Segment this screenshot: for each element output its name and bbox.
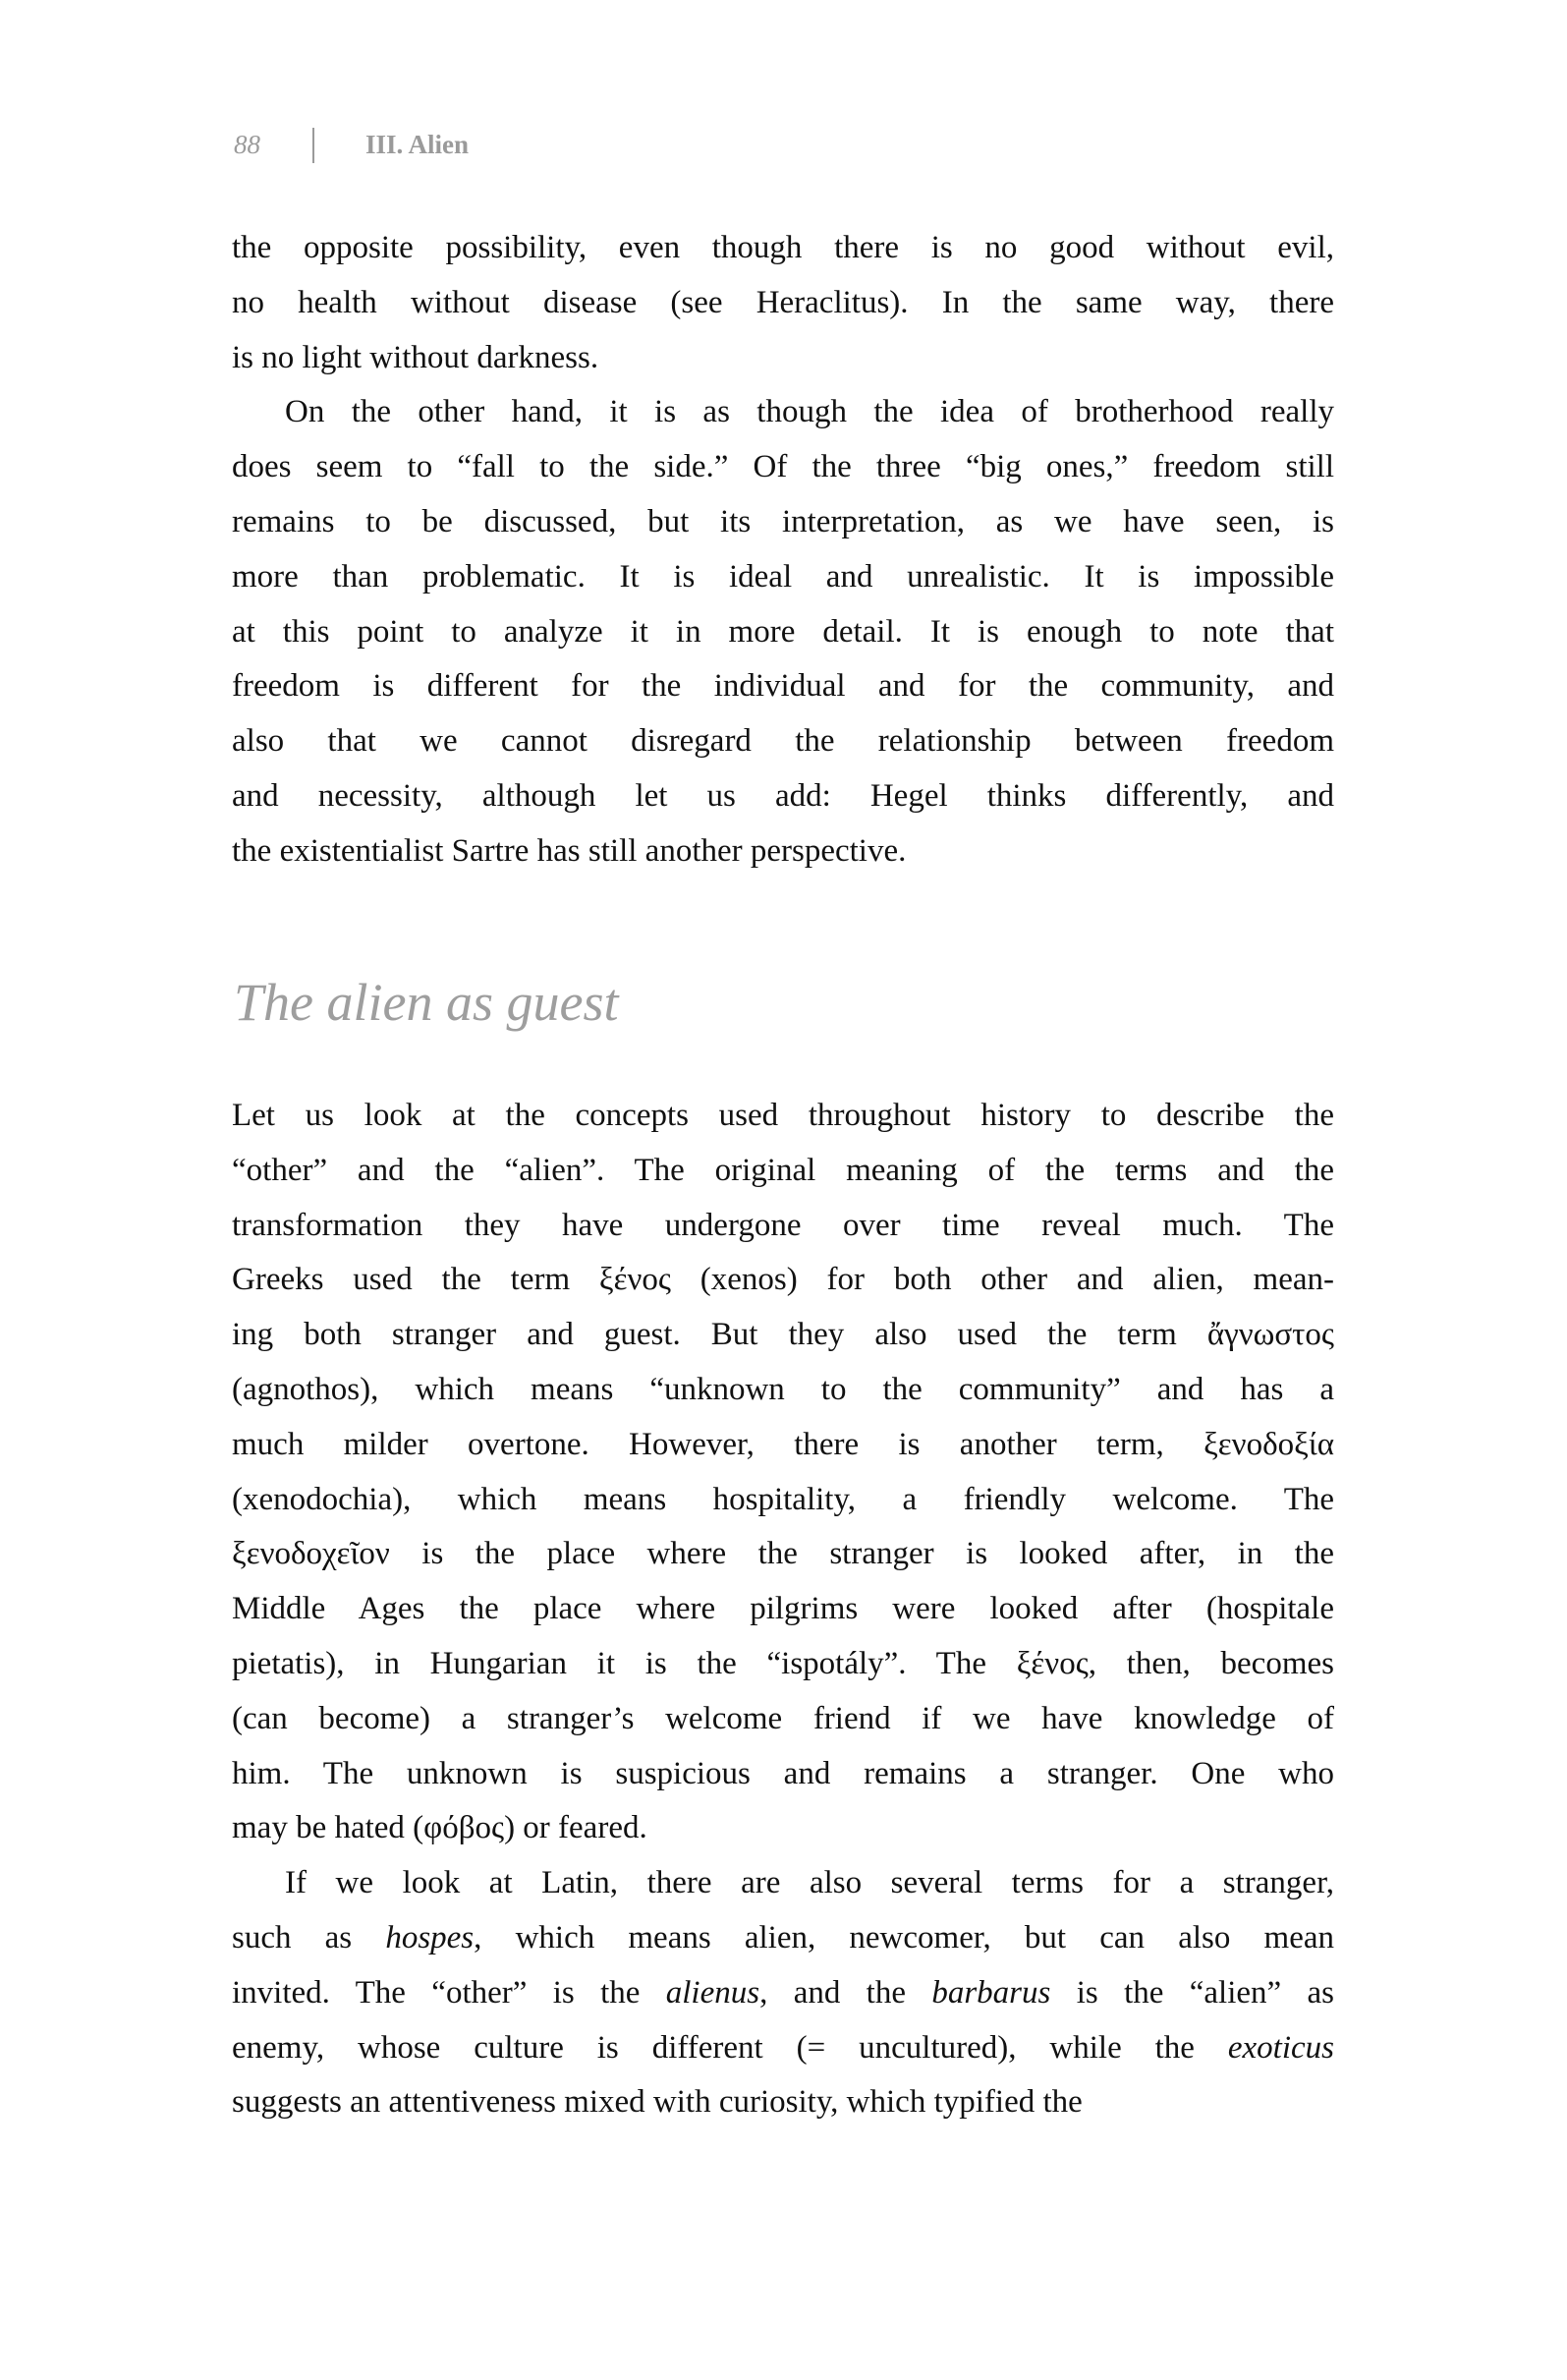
text-run: (agnothos), which means “unknown to the community” and has a (232, 1372, 1334, 1407)
text-line (232, 1754, 1334, 1793)
text-line (232, 1151, 1334, 1190)
italic-term: alienus (665, 1974, 760, 2011)
italic-term: barbarus (931, 1974, 1051, 2011)
text-line (232, 1918, 1334, 1957)
text-line (232, 2028, 1334, 2068)
text-run: ing both stranger and guest. But they also used the term ἄγνωστος (232, 1317, 1334, 1353)
text-line (232, 502, 1334, 541)
text-run: Middle Ages the place where pilgrims were looked after (hospitale (232, 1591, 1334, 1627)
text-run: If we look at Latin, there are also several terms for a stranger, (285, 1865, 1334, 1901)
text-run: may be hated (φόβος) or feared. (232, 1810, 647, 1846)
text-run: pietatis), in Hungarian it is the “ispotály”. The ξένος, then, becomes (232, 1646, 1334, 1681)
text-run: , and the (759, 1974, 932, 2011)
text-run: the existentialist Sartre has still another perspective. (232, 832, 907, 869)
text-run: no health without disease (see Heraclitus). In the same way, there (232, 284, 1334, 320)
section-heading: The alien as guest (234, 973, 619, 1032)
text-run: does seem to “fall to the side.” Of the three “big ones,” freedom still (232, 449, 1334, 485)
text-line (232, 228, 1334, 267)
text-run: is the “alien” as (1050, 1974, 1334, 2011)
text-run: enemy, whose culture is different (= uncultured), while the (232, 2029, 1228, 2066)
text-line (232, 1096, 1334, 1135)
text-run: , which means alien, newcomer, but can also mean (474, 1920, 1334, 1955)
text-run: Greeks used the term ξένος (xenos) for both other and alien, mean- (232, 1262, 1334, 1298)
text-line (232, 1534, 1334, 1573)
text-line (232, 1206, 1334, 1245)
text-run: (can become) a stranger’s welcome friend if we have knowledge of (232, 1700, 1334, 1736)
text-run: On the other hand, it is as though the idea of brotherhood really (285, 394, 1334, 430)
text-line (232, 447, 1334, 486)
text-run: “other” and the “alien”. The original meaning of the terms and the (232, 1152, 1334, 1188)
text-run: at this point to analyze it in more detail. It is enough to note that (232, 613, 1334, 650)
text-line (232, 1370, 1334, 1409)
text-line (285, 1863, 1334, 1902)
text-line (232, 1699, 1334, 1738)
text-run: remains to be discussed, but its interpretation, as we have seen, is (232, 504, 1334, 539)
text-line (232, 1973, 1334, 2012)
italic-term: exoticus (1227, 2029, 1334, 2066)
text-line (232, 612, 1334, 652)
text-run: much milder overtone. However, there is another term, ξενοδοξία (232, 1426, 1334, 1462)
text-line (232, 557, 1334, 596)
text-line (232, 666, 1334, 706)
text-run: ξενοδοχεῖον is the place where the stranger is looked after, in the (232, 1536, 1334, 1572)
text-line (232, 1808, 1334, 1847)
text-run: more than problematic. It is ideal and unrealistic. It is impossible (232, 558, 1334, 595)
text-run: transformation they have undergone over time reveal much. The (232, 1207, 1334, 1243)
text-run: is no light without darkness. (232, 339, 599, 375)
text-run: suggests an attentiveness mixed with curiosity, which typified the (232, 2084, 1083, 2121)
text-run: and necessity, although let us add: Hegel thinks differently, and (232, 778, 1334, 814)
text-line (232, 338, 1334, 377)
chapter-title: III. Alien (365, 130, 470, 159)
text-line (285, 392, 1334, 431)
running-head-separator (312, 128, 314, 163)
text-run: freedom is different for the individual and for the community, and (232, 668, 1334, 705)
text-line (232, 1425, 1334, 1464)
text-line (232, 283, 1334, 322)
text-line (232, 1644, 1334, 1683)
text-run: him. The unknown is suspicious and remains a stranger. One who (232, 1755, 1334, 1791)
text-run: such as (232, 1920, 386, 1955)
text-run: Let us look at the concepts used throughout history to describe the (232, 1098, 1334, 1133)
page-number: 88 (234, 130, 260, 159)
italic-term: hospes (385, 1920, 475, 1955)
text-line (232, 776, 1334, 816)
text-run: the opposite possibility, even though there is no good without evil, (232, 230, 1334, 265)
text-line (232, 721, 1334, 761)
text-line (232, 1480, 1334, 1519)
text-line (232, 831, 1334, 871)
text-line (232, 2082, 1334, 2122)
text-line (232, 1589, 1334, 1628)
text-run: also that we cannot disregard the relationship between freedom (232, 723, 1334, 760)
text-line (232, 1315, 1334, 1354)
text-line (232, 1260, 1334, 1299)
text-run: invited. The “other” is the (232, 1974, 666, 2011)
text-run: (xenodochia), which means hospitality, a friendly welcome. The (232, 1481, 1334, 1517)
